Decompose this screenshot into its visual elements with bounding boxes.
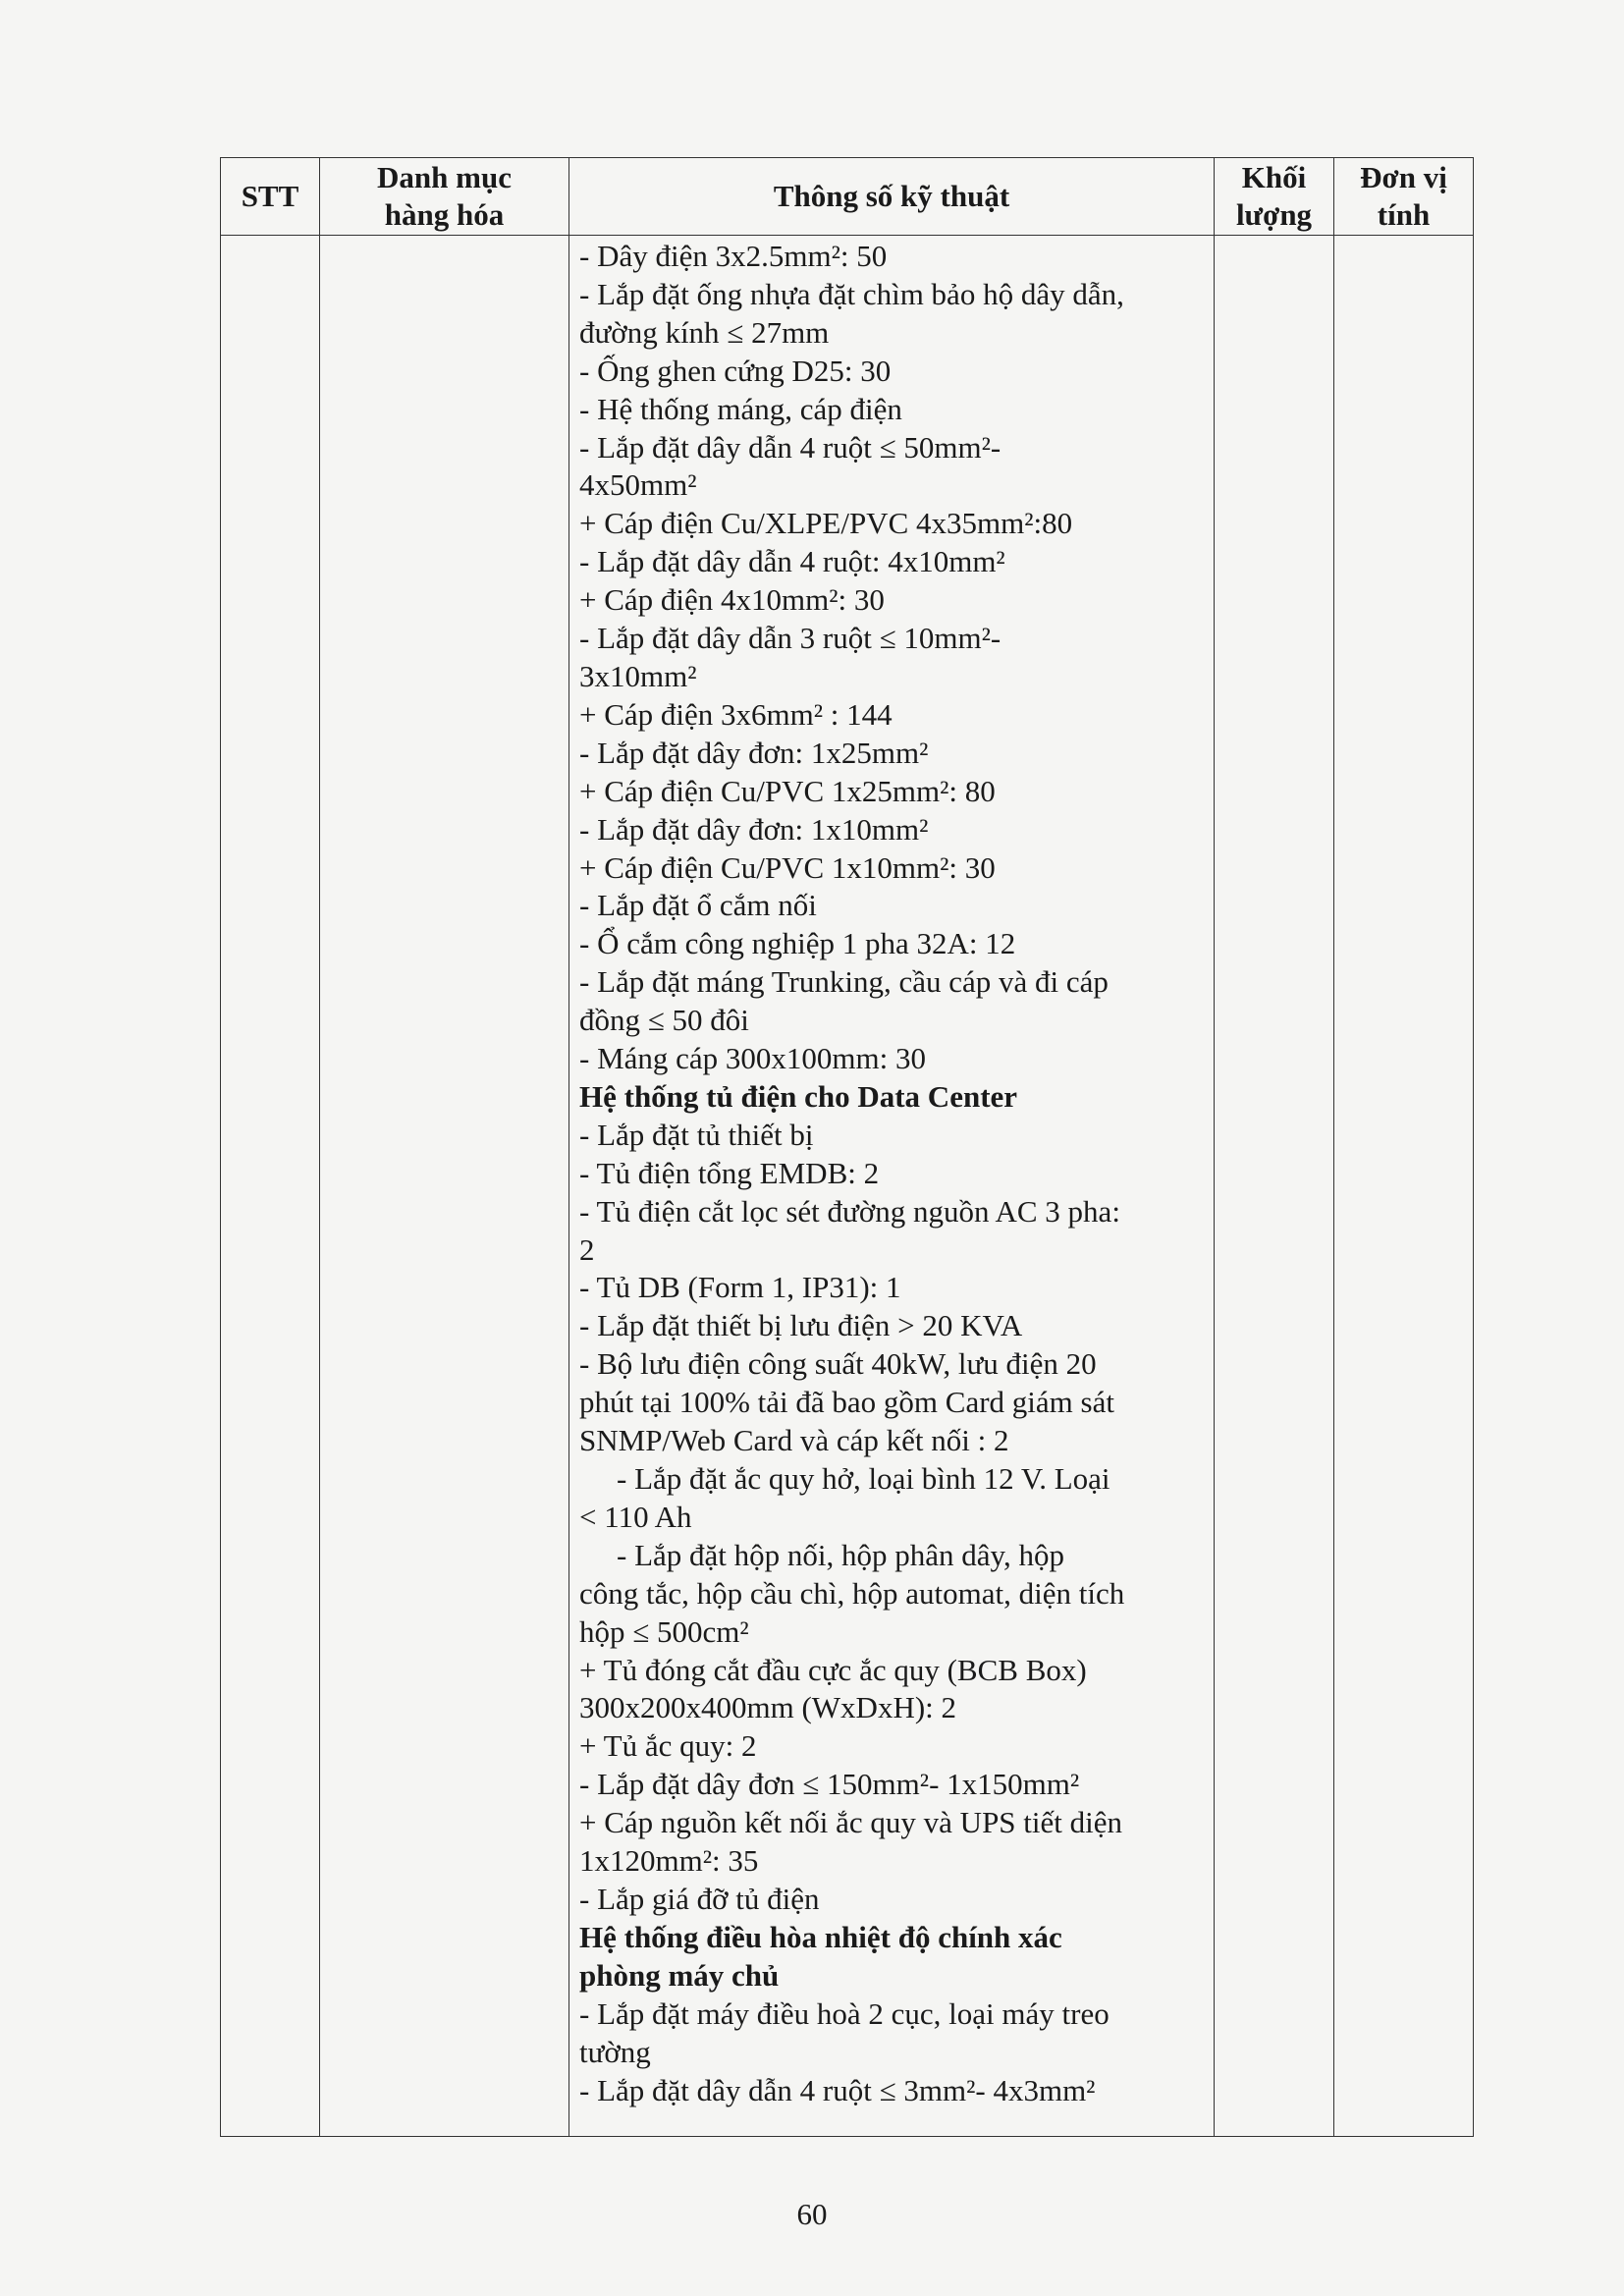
spec-line: phòng máy chủ	[579, 1957, 780, 1993]
spec-line: - Lắp đặt dây đơn: 1x10mm²	[579, 811, 929, 847]
header-thong-so-label: Thông số kỹ thuật	[773, 179, 1010, 213]
spec-line: - Ống ghen cứng D25: 30	[579, 353, 892, 388]
spec-line: - Tủ điện cắt lọc sét đường nguồn AC 3 pha:	[579, 1193, 1120, 1229]
header-thong-so	[569, 158, 1215, 236]
spec-line: - Máng cáp 300x100mm: 30	[579, 1041, 927, 1076]
cell-don-vi	[1334, 236, 1474, 2137]
spec-line: SNMP/Web Card và cáp kết nối : 2	[579, 1423, 1009, 1458]
table-row	[221, 236, 1474, 2137]
spec-line: tường	[579, 2034, 651, 2069]
table-header-row	[221, 158, 1474, 236]
spec-line: + Cáp điện Cu/PVC 1x25mm²: 80	[579, 773, 996, 808]
spec-line: - Tủ điện tổng EMDB: 2	[579, 1155, 880, 1190]
spec-line: hộp ≤ 500cm²	[579, 1613, 749, 1649]
spec-line: Hệ thống tủ điện cho Data Center	[579, 1078, 1018, 1114]
page-number: 60	[796, 2197, 828, 2231]
spec-lines	[579, 238, 1200, 2109]
spec-line: Hệ thống điều hòa nhiệt độ chính xác	[579, 1919, 1062, 1954]
spec-line: - Lắp đặt ống nhựa đặt chìm bảo hộ dây dẫn,	[579, 276, 1124, 311]
spec-line: 1x120mm²: 35	[579, 1843, 759, 1879]
spec-line: - Ổ cắm công nghiệp 1 pha 32A: 12	[579, 926, 1016, 961]
spec-line: - Tủ DB (Form 1, IP31): 1	[579, 1270, 901, 1305]
spec-line: phút tại 100% tải đã bao gồm Card giám sát	[579, 1385, 1114, 1420]
spec-line: - Hệ thống máng, cáp điện	[579, 391, 902, 426]
spec-line: + Cáp điện Cu/XLPE/PVC 4x35mm²:80	[579, 506, 1073, 541]
header-stt	[221, 158, 320, 236]
spec-line: đường kính ≤ 27mm	[579, 314, 830, 350]
spec-line: + Cáp nguồn kết nối ắc quy và UPS tiết diện	[579, 1805, 1123, 1840]
header-danh-muc	[320, 158, 569, 236]
cell-danh-muc	[320, 236, 569, 2137]
header-don-vi	[1334, 158, 1474, 236]
spec-line: - Lắp đặt tủ thiết bị	[579, 1117, 814, 1152]
spec-line: + Cáp điện 3x6mm² : 144	[579, 696, 893, 732]
spec-line: - Lắp đặt máy điều hoà 2 cục, loại máy treo	[579, 1995, 1110, 2031]
spec-line: - Bộ lưu điện công suất 40kW, lưu điện 20	[579, 1346, 1097, 1382]
header-khoi-luong-label: Khối lượng	[1235, 160, 1313, 232]
cell-stt	[221, 236, 320, 2137]
header-don-vi-label: Đơn vị tính	[1360, 160, 1447, 232]
cell-thong-so	[569, 236, 1215, 2137]
spec-line: + Cáp điện Cu/PVC 1x10mm²: 30	[579, 849, 996, 885]
cell-khoi-luong	[1215, 236, 1334, 2137]
header-stt-label: STT	[241, 179, 299, 213]
spec-table-container	[220, 157, 1473, 2137]
spec-line: - Lắp đặt dây dẫn 4 ruột: 4x10mm²	[579, 544, 1005, 579]
spec-line: + Tủ ắc quy: 2	[579, 1728, 757, 1764]
spec-line: 4x50mm²	[579, 467, 697, 503]
spec-line: - Lắp đặt dây dẫn 3 ruột ≤ 10mm²-	[579, 621, 1001, 656]
spec-line: - Lắp đặt dây dẫn 4 ruột ≤ 3mm²- 4x3mm²	[579, 2072, 1096, 2107]
spec-line: - Lắp giá đỡ tủ điện	[579, 1881, 820, 1916]
spec-line: đồng ≤ 50 đôi	[579, 1003, 749, 1038]
spec-line: 3x10mm²	[579, 658, 697, 693]
spec-line: - Lắp đặt thiết bị lưu điện > 20 KVA	[579, 1308, 1023, 1343]
spec-line: 300x200x400mm (WxDxH): 2	[579, 1690, 957, 1725]
spec-line: - Lắp đặt dây đơn: 1x25mm²	[579, 735, 929, 770]
header-danh-muc-label: Danh mục hàng hóa	[377, 160, 512, 232]
spec-line: - Dây điện 3x2.5mm²: 50	[579, 239, 888, 273]
header-khoi-luong	[1215, 158, 1334, 236]
spec-line: - Lắp đặt dây dẫn 4 ruột ≤ 50mm²-	[579, 429, 1001, 465]
spec-line: - Lắp đặt ắc quy hở, loại bình 12 V. Loại	[617, 1461, 1110, 1496]
spec-line: - Lắp đặt ổ cắm nối	[579, 888, 817, 923]
spec-line: công tắc, hộp cầu chì, hộp automat, diện tích	[579, 1575, 1125, 1611]
spec-line: 2	[579, 1231, 595, 1267]
spec-line: - Lắp đặt máng Trunking, cầu cáp và đi cáp	[579, 964, 1109, 1000]
spec-line: < 110 Ah	[579, 1499, 692, 1534]
spec-line: - Lắp đặt hộp nối, hộp phân dây, hộp	[617, 1537, 1065, 1572]
spec-line: + Tủ đóng cắt đầu cực ắc quy (BCB Box)	[579, 1652, 1087, 1687]
spec-line: - Lắp đặt dây đơn ≤ 150mm²- 1x150mm²	[579, 1767, 1080, 1802]
spec-line: + Cáp điện 4x10mm²: 30	[579, 582, 885, 618]
spec-table	[220, 157, 1474, 2137]
